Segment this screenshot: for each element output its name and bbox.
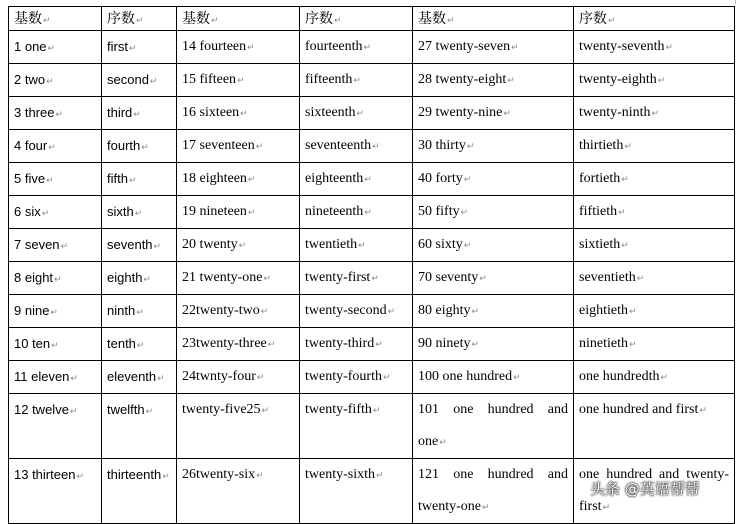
ordinal-cell: fortieth↵	[574, 163, 735, 196]
cardinal-cell: 4 four↵	[9, 130, 102, 163]
ordinal-cell: eighteenth↵	[300, 163, 413, 196]
cardinal-cell: 80 eighty↵	[413, 295, 574, 328]
cardinal-cell: 23twenty-three↵	[177, 328, 300, 361]
ordinal-cell: one hundred and twenty-first↵	[574, 459, 735, 524]
table-row	[9, 31, 735, 64]
cardinal-cell: 27 twenty-seven↵	[413, 31, 574, 64]
cardinal-cell: 2 two↵	[9, 64, 102, 97]
cardinal-cell: 7 seven↵	[9, 229, 102, 262]
ordinal-cell: thirteenth↵	[102, 459, 177, 524]
cardinal-cell: 17 seventeen↵	[177, 130, 300, 163]
cardinal-cell: 90 ninety↵	[413, 328, 574, 361]
ordinal-cell: thirtieth↵	[574, 130, 735, 163]
ordinal-cell: sixteenth↵	[300, 97, 413, 130]
ordinal-cell: eightieth↵	[574, 295, 735, 328]
ordinal-cell: one hundredth↵	[574, 361, 735, 394]
cardinal-cell: 10 ten↵	[9, 328, 102, 361]
ordinal-cell: twenty-fourth↵	[300, 361, 413, 394]
ordinal-cell: eighth↵	[102, 262, 177, 295]
cardinal-cell: 50 fifty↵	[413, 196, 574, 229]
table-row	[9, 163, 735, 196]
ordinal-cell: first↵	[102, 31, 177, 64]
table-row	[9, 64, 735, 97]
header-cardinal: 基数↵	[9, 7, 102, 31]
ordinal-cell: sixtieth↵	[574, 229, 735, 262]
header-cardinal: 基数↵	[413, 7, 574, 31]
cardinal-cell: 11 eleven↵	[9, 361, 102, 394]
table-row	[9, 130, 735, 163]
ordinal-cell: twenty-sixth↵	[300, 459, 413, 524]
cardinal-cell: 18 eighteen↵	[177, 163, 300, 196]
ordinal-cell: one hundred and first↵	[574, 394, 735, 459]
cardinal-cell: 6 six↵	[9, 196, 102, 229]
ordinal-cell: second↵	[102, 64, 177, 97]
table-row	[9, 97, 735, 130]
ordinal-cell: twenty-first↵	[300, 262, 413, 295]
cardinal-cell: 29 twenty-nine↵	[413, 97, 574, 130]
table-row	[9, 295, 735, 328]
ordinal-cell: fourteenth↵	[300, 31, 413, 64]
ordinal-cell: fourth↵	[102, 130, 177, 163]
ordinal-cell: seventh↵	[102, 229, 177, 262]
cardinal-cell: 28 twenty-eight↵	[413, 64, 574, 97]
cardinal-cell: 20 twenty↵	[177, 229, 300, 262]
ordinal-cell: fiftieth↵	[574, 196, 735, 229]
ordinal-cell: third↵	[102, 97, 177, 130]
table-row	[9, 229, 735, 262]
cardinal-cell: 16 sixteen↵	[177, 97, 300, 130]
header-row	[9, 7, 735, 31]
cardinal-cell: 22twenty-two↵	[177, 295, 300, 328]
cardinal-cell: 19 nineteen↵	[177, 196, 300, 229]
ordinal-cell: twenty-seventh↵	[574, 31, 735, 64]
ordinal-cell: sixth↵	[102, 196, 177, 229]
cardinal-cell: 13 thirteen↵	[9, 459, 102, 524]
ordinal-cell: twelfth↵	[102, 394, 177, 459]
cardinal-cell: 121 one hundred and twenty-one↵	[413, 459, 574, 524]
table-row	[9, 361, 735, 394]
cardinal-cell: 14 fourteen↵	[177, 31, 300, 64]
cardinal-cell: 30 thirty↵	[413, 130, 574, 163]
watermark: 头条 @英语帮帮	[590, 480, 700, 498]
table-row	[9, 196, 735, 229]
ordinal-cell: fifth↵	[102, 163, 177, 196]
cardinal-cell: 5 five↵	[9, 163, 102, 196]
table-row	[9, 262, 735, 295]
page-edge-mark	[735, 0, 736, 4]
header-ordinal: 序数↵	[574, 7, 735, 31]
cardinal-cell: 21 twenty-one↵	[177, 262, 300, 295]
ordinal-cell: twenty-third↵	[300, 328, 413, 361]
ordinal-cell: seventieth↵	[574, 262, 735, 295]
header-ordinal: 序数↵	[300, 7, 413, 31]
ordinal-cell: twenty-fifth↵	[300, 394, 413, 459]
cardinal-cell: 40 forty↵	[413, 163, 574, 196]
ordinal-cell: fifteenth↵	[300, 64, 413, 97]
header-cardinal: 基数↵	[177, 7, 300, 31]
ordinal-cell: ninth↵	[102, 295, 177, 328]
cardinal-cell: twenty-five25↵	[177, 394, 300, 459]
cardinal-cell: 26twenty-six↵	[177, 459, 300, 524]
cardinal-cell: 24twnty-four↵	[177, 361, 300, 394]
number-table	[8, 6, 735, 524]
cardinal-cell: 101 one hundred and one↵	[413, 394, 574, 459]
ordinal-cell: nineteenth↵	[300, 196, 413, 229]
ordinal-cell: seventeenth↵	[300, 130, 413, 163]
ordinal-cell: twenty-second↵	[300, 295, 413, 328]
ordinal-cell: eleventh↵	[102, 361, 177, 394]
cardinal-cell: 8 eight↵	[9, 262, 102, 295]
cardinal-cell: 70 seventy↵	[413, 262, 574, 295]
cardinal-cell: 15 fifteen↵	[177, 64, 300, 97]
table-row	[9, 394, 735, 459]
header-ordinal: 序数↵	[102, 7, 177, 31]
cardinal-cell: 3 three↵	[9, 97, 102, 130]
table-row	[9, 328, 735, 361]
ordinal-cell: ninetieth↵	[574, 328, 735, 361]
cardinal-cell: 9 nine↵	[9, 295, 102, 328]
ordinal-cell: twenty-ninth↵	[574, 97, 735, 130]
cardinal-cell: 100 one hundred↵	[413, 361, 574, 394]
ordinal-cell: tenth↵	[102, 328, 177, 361]
cardinal-cell: 1 one↵	[9, 31, 102, 64]
cardinal-cell: 60 sixty↵	[413, 229, 574, 262]
ordinal-cell: twenty-eighth↵	[574, 64, 735, 97]
cardinal-cell: 12 twelve↵	[9, 394, 102, 459]
ordinal-cell: twentieth↵	[300, 229, 413, 262]
